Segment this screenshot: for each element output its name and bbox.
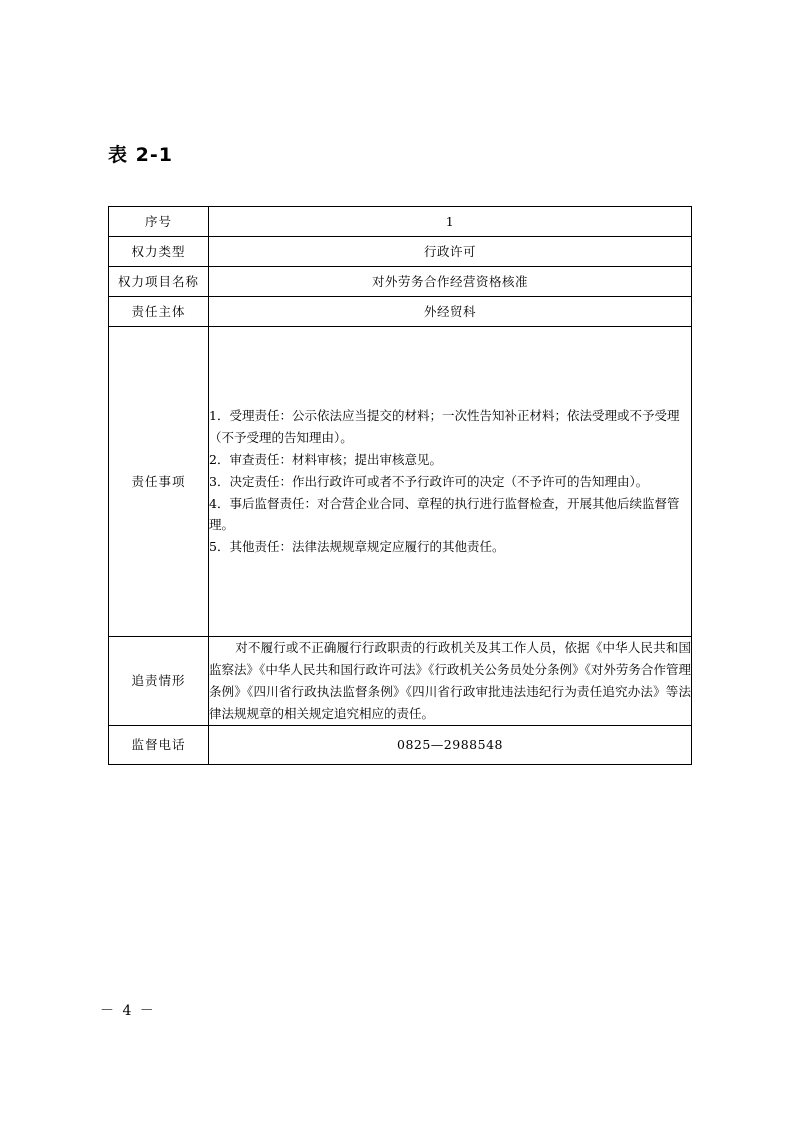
table-row bbox=[109, 267, 692, 297]
table-row-duties bbox=[109, 327, 692, 637]
row-label-duties: 责任事项 bbox=[109, 327, 209, 637]
row-value-phone: 0825—2988548 bbox=[209, 725, 692, 764]
duty-item-2: 2．审查责任：材料审核；提出审核意见。 bbox=[209, 451, 442, 467]
table-row bbox=[109, 297, 692, 327]
duty-item-5: 5．其他责任：法律法规规章规定应履行的其他责任。 bbox=[209, 539, 505, 555]
duty-item-4: 4．事后监督责任：对合营企业合同、章程的执行进行监督检查，开展其他后续监督管理。 bbox=[209, 495, 680, 533]
duty-item-1: 1．受理责任：公示依法应当提交的材料；一次性告知补正材料；依法受理或不予受理（不予受理的告知理由）。 bbox=[209, 408, 680, 445]
duty-spacer-top bbox=[209, 327, 691, 405]
row-label-power-type: 权力类型 bbox=[109, 237, 209, 267]
row-value-responsible-body: 外经贸科 bbox=[209, 297, 692, 327]
table-row-accountability bbox=[109, 637, 692, 726]
page-number: － 4 － bbox=[100, 1003, 156, 1019]
row-label-responsible-body: 责任主体 bbox=[109, 297, 209, 327]
table-row bbox=[109, 237, 692, 267]
accountability-text: 对不履行或不正确履行行政职责的行政机关及其工作人员，依据《中华人民共和国监察法》《中华人民共和国行政许可法》《行政机关公务员处分条例》《对外劳务合作管理条例》《四川省行政执法监督条例》《四川省行政审批违法违纪行为责任追究办法》等法律法规规章的相关规定追究相应的责任。 bbox=[209, 640, 691, 721]
row-label-power-name: 权力项目名称 bbox=[109, 267, 209, 297]
table-row bbox=[109, 207, 692, 237]
power-item-table bbox=[108, 206, 692, 765]
table-row-phone bbox=[109, 725, 692, 764]
row-value-power-type: 行政许可 bbox=[209, 237, 692, 267]
row-label-serial: 序号 bbox=[109, 207, 209, 237]
row-value-serial: 1 bbox=[209, 207, 692, 237]
row-value-accountability bbox=[209, 637, 692, 726]
row-value-power-name: 对外劳务合作经营资格核准 bbox=[209, 267, 692, 297]
row-label-accountability: 追责情形 bbox=[109, 637, 209, 726]
page-title: 表 2-1 bbox=[108, 144, 173, 166]
duty-spacer-bottom bbox=[209, 558, 691, 636]
row-label-phone: 监督电话 bbox=[109, 725, 209, 764]
row-value-duties bbox=[209, 327, 692, 637]
duty-item-3: 3．决定责任：作出行政许可或者不予行政许可的决定（不予许可的告知理由）。 bbox=[209, 473, 649, 489]
